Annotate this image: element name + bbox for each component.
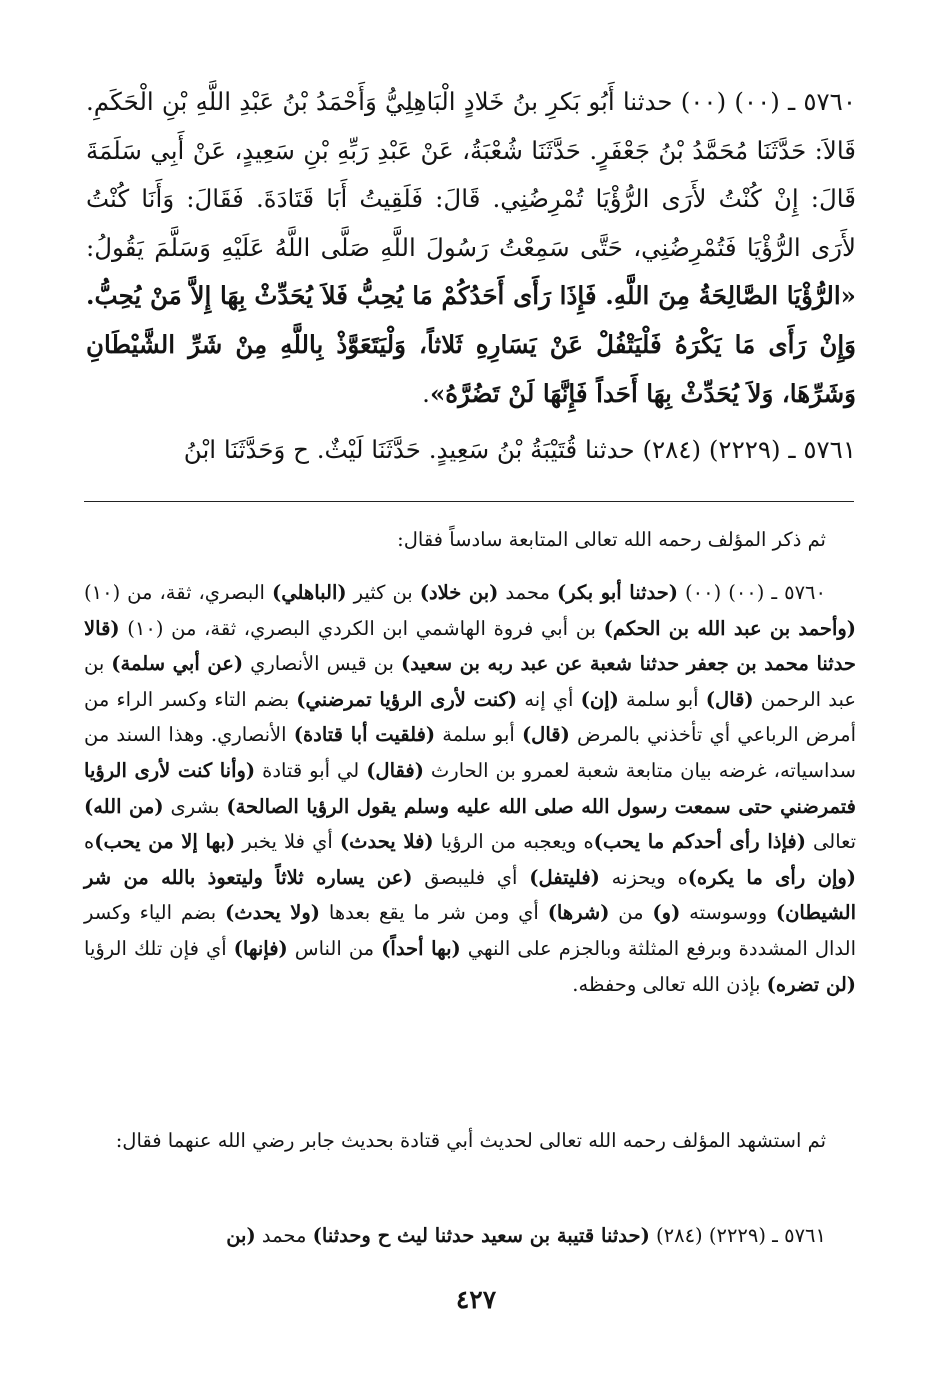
bold-text-run: (لن تضره) [766,972,856,996]
bold-text-run: (حدثنا قتيبة بن سعيد حدثنا ليث ح وحدثنا) [312,1224,650,1247]
text-run: ه ويحزنه [599,865,688,889]
text-run: أبو سلمة [618,687,706,711]
text-run: بن عبد الرحمن [84,652,856,711]
bold-text-run: (فإذا رأى أحدكم ما يحب) [593,830,806,854]
bold-text-run: (فإنها) [233,936,288,960]
text-run: ه [84,830,95,854]
bold-text-run: (فليتفل) [529,865,600,889]
bold-text-run: (وأنا كنت لأرى الرؤيا فتمرضني حتى سمعت رسول الله صلى الله عليه وسلم يقول الرؤيا الصالحة) [84,758,857,818]
text-run: ه ويعجبه من الرؤيا [433,830,594,854]
text-run: من الناس [287,936,382,960]
bold-text-run: (قال) [521,723,570,747]
text-run: لي أبو قتادة [255,758,367,782]
commentary-intro [84,522,856,558]
bold-text-run: (عن أبي سلمة) [111,652,244,676]
text-run: ٥٧٦١ ـ (٢٢٢٩) (٢٨٤) [649,1224,826,1247]
text-run: ووسوسته [680,901,776,925]
commentary-witness-intro [84,1123,856,1159]
text-run: أي فإن تلك الرؤيا [84,936,234,960]
commentary-5760 [84,575,856,1002]
hadith-main-text [86,78,856,475]
bold-text-run: (من الله) [84,794,164,818]
text-run: أي فلا يخبر [235,830,340,854]
bold-text-run: (بها إلا من يحب) [94,830,236,854]
bold-text-run: (فلا يحدث) [339,830,434,854]
text-run: . [422,378,430,408]
text-run: من [609,901,653,925]
bold-text-run: (قالا حدثنا محمد بن جعفر حدثنا شعبة عن عبد ربه بن سعيد) [84,616,856,676]
bold-text-run: (قال) [705,687,754,711]
text-run: بضم التاء وكسر الراء من أمرض الرباعي أي تأخذني بالمرض [84,687,856,747]
bold-text-run: (وإن رأى ما يكره) [687,865,857,889]
bold-text-run: (فقال) [366,758,424,782]
bold-text-run: (حدثنا أبو بكر) [556,581,679,604]
text-run: محمد [255,1224,313,1247]
bold-text-run: (و) [652,901,681,925]
text-run: بن أبي فروة الهاشمي ابن الكردي البصري، ثقة، من (١٠) [119,616,604,640]
text-run: محمد [498,581,557,604]
bold-text-run: (إن) [580,687,619,711]
commentary-intro-text: ثم ذكر المؤلف رحمه الله تعالى المتابعة سادساً فقال: [397,528,826,551]
commentary-witness-text: ثم استشهد المؤلف رحمه الله تعالى لحديث أبي قتادة بحديث جابر رضي الله عنهما فقال: [115,1129,826,1152]
text-run: ٥٧٦٠ ـ (٠٠) (٠٠) [678,581,826,604]
bold-text-run: (بن خلاد) [419,581,499,604]
bold-text-run: (وأحمد بن عبد الله بن الحكم) [603,616,857,640]
bold-text-run: (بن [226,1224,256,1247]
text-run: ٥٧٦٠ ـ (٠٠) (٠٠) حدثنا أَبُو بَكرِ بنُ خَلادٍ الْبَاهِلِيُّ وَأَحْمَدُ بْنُ عَبْدِ اللَّهِ بْنِ الْحَكَمِ. قَالاَ: حَدَّثَنَا مُحَمَّدُ بْنُ جَعْفَرٍ. حَدَّثَنَا شُعْبَةُ، عَنْ عَبْدِ رَبِّهِ بْنِ سَعِيدٍ، عَنْ أَبِي سَلَمَةَ قَالَ: إِنْ كُنْتُ لأَرَى الرُّؤْيَا تُمْرِضُنِي. قَالَ: فَلَقِيتُ أَبَا قَتَادَةَ. فَقَالَ: وَأَنَا كُنْتُ لأَرَى الرُّؤْيَا فَتُمْرِضُنِي، حَتَّى سَمِعْتُ رَسُولَ اللَّهِ صَلَّى اللَّهُ عَلَيْهِ وَسَلَّمَ يَقُولُ: [86,87,856,262]
footnote-divider [84,501,854,502]
text-run: أبو سلمة [435,723,522,747]
commentary-5761 [84,1218,856,1254]
text-run: بن كثير [346,581,420,604]
commentary-5760-text [84,575,856,1002]
bold-text-run: (ولا يحدث) [225,901,321,925]
text-run: بن قيس الأنصاري [243,652,401,676]
text-run: البصري، ثقة، من (١٠) [84,581,272,604]
text-run: أي فليبصق [412,865,530,889]
commentary-5761-text [84,1218,856,1254]
bold-text-run: (شرها) [547,901,610,925]
bold-text-run: (عن يساره ثلاثاً وليتعوذ بالله من شر الشيطان) [84,865,857,925]
bold-text-run: (كنت لأرى الرؤيا تمرضني) [296,687,518,711]
text-run: الأنصاري. وهذا السند من سداسياته، غرضه بيان متابعة شعبة لعمرو بن الحارث [84,723,856,782]
text-run: بضم الياء وكسر الدال المشددة وبرفع المثلثة وبالجزم على النهي [84,901,857,960]
hadith-5760 [86,78,856,418]
bold-text-run: (فلقيت أبا قتادة) [293,723,436,747]
text-run: أي إنه [517,687,581,711]
hadith-5761: ٥٧٦١ ـ (٢٢٢٩) (٢٨٤) حدثنا قُتَيْبَةُ بْنُ سَعِيدٍ. حَدَّثَنَا لَيْثٌ. ح وَحَدَّثَنَا ابْنُ [183,435,856,465]
text-run: أي ومن شر ما يقع بعدها [320,901,548,925]
text-run: بإذن الله تعالى وحفظه. [572,972,767,996]
page-number: ٤٢٧ [455,1285,497,1314]
text-run: تعالى [805,830,857,854]
bold-text-run: «الرُّؤْيَا الصَّالِحَةُ مِنَ اللَّهِ. فَإِذَا رَأَى أَحَدُكُمْ مَا يُحِبُّ فَلاَ يُحَدِّثْ بِهَا إِلاَّ مَنْ يُحِبُّ. وَإِنْ رَأَى مَا يَكْرَهُ فَلْيَتْفُلْ عَنْ يَسَارِهِ ثَلاثاً، وَلْيَتَعَوَّذْ بِاللَّهِ مِنْ شَرِّ الشَّيْطَانِ وَشَرِّهَا، وَلاَ يُحَدِّثْ بِهَا أَحَداً فَإِنَّهَا لَنْ تَضُرَّهُ» [86,281,856,408]
bold-text-run: (بها أحداً) [381,936,461,960]
text-run: بشرى [163,794,227,818]
bold-text-run: (الباهلي) [271,581,347,604]
